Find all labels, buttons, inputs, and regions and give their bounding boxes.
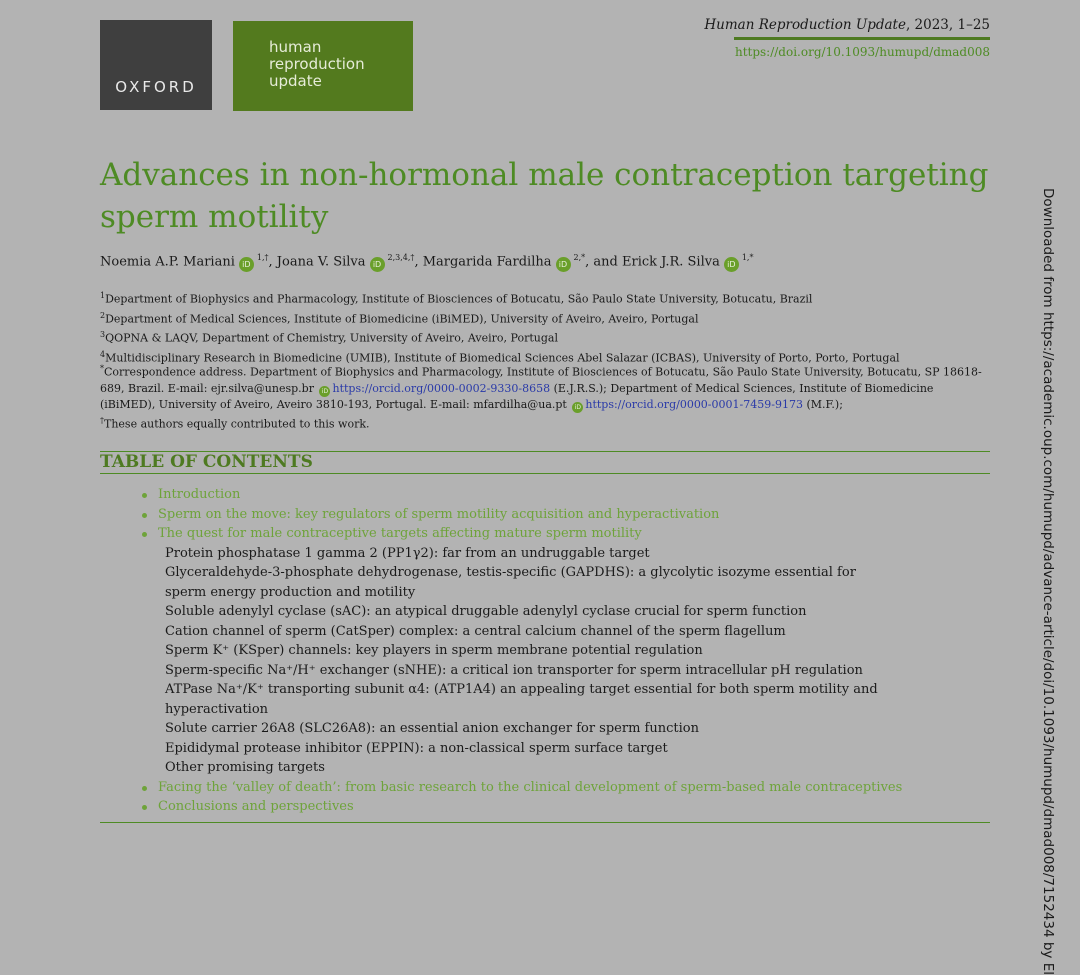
toc-heading: TABLE OF CONTENTS: [100, 452, 313, 472]
toc-subitem[interactable]: Sperm-specific Na⁺/H⁺ exchanger (sNHE): a critical ion transporter for sperm intracellular pH regulation: [165, 662, 863, 678]
affiliation-text: QOPNA & LAQV, Department of Chemistry, University of Aveiro, Aveiro, Portugal: [105, 331, 558, 345]
orcid-icon[interactable]: iD: [556, 257, 571, 272]
toc-subitem[interactable]: Glyceraldehyde-3-phosphate dehydrogenase, testis-specific (GAPDHS): a glycolytic isozyme essential for sperm energy production and motility: [165, 565, 856, 600]
toc-subitem[interactable]: Soluble adenylyl cyclase (sAC): an atypical druggable adenylyl cyclase crucial for sperm function: [165, 604, 807, 619]
toc-sublist: [140, 544, 885, 778]
dagger-marker: †: [100, 415, 104, 425]
toc-subitem[interactable]: Sperm K⁺ (KSper) channels: key players in sperm membrane potential regulation: [165, 643, 703, 658]
toc-subitem[interactable]: Other promising targets: [165, 760, 325, 775]
journal-logo-line: update: [269, 72, 322, 90]
journal-logo-line: reproduction: [269, 55, 365, 73]
toc-subsection-group: [140, 544, 902, 778]
table-of-contents: [140, 485, 902, 817]
oxford-logo-text: OXFORD: [115, 78, 197, 96]
affiliation-text: Department of Medical Sciences, Institute of Biomedicine (iBiMED), University of Aveiro, Aveiro, Portugal: [105, 312, 699, 326]
correspondence-text: (M.F.);: [806, 397, 843, 411]
affiliation-number: 4: [100, 349, 106, 359]
author-affiliation-marker: 1,†: [256, 253, 269, 262]
orcid-link[interactable]: https://orcid.org/0000-0001-7459-9173: [585, 397, 803, 411]
toc-subitem[interactable]: Protein phosphatase 1 gamma 2 (PP1γ2): far from an undruggable target: [165, 545, 650, 561]
author-affiliation-marker: 2,*: [573, 253, 586, 262]
toc-bottom-rule: [100, 822, 990, 823]
author-separator: ,: [268, 254, 277, 270]
orcid-icon[interactable]: iD: [724, 257, 739, 272]
equal-contribution-note: [100, 413, 990, 433]
doi-link[interactable]: https://doi.org/10.1093/humupd/dmad008: [734, 45, 990, 59]
toc-subitem[interactable]: Epididymal protease inhibitor (EPPIN): a non-classical sperm surface target: [165, 740, 668, 756]
toc-item-label[interactable]: The quest for male contraceptive targets affecting mature sperm motility: [158, 526, 642, 541]
toc-subitem[interactable]: Cation channel of sperm (CatSper) complex: a central calcium channel of the sperm flagellum: [165, 623, 786, 639]
author-affiliation-marker: 1,*: [741, 253, 754, 262]
equal-contribution-text: These authors equally contributed to this work.: [104, 417, 370, 431]
correspondence-text: (E.J.R.S.); Department of Medical Sciences, Institute of Biomedicine (iBiMED), University of Aveiro, Aveiro 3810-193, Portugal. E-mail: mfardilha@ua.pt: [100, 381, 934, 411]
author-separator: , and: [585, 254, 622, 270]
affiliation-text: Department of Biophysics and Pharmacology, Institute of Biosciences of Botucatu, São Paulo State University, Botucatu, Brazil: [105, 292, 813, 306]
orcid-icon[interactable]: iD: [572, 402, 583, 413]
affiliation-item: [100, 308, 900, 328]
corresponding-marker: *: [100, 364, 104, 373]
toc-item[interactable]: Introduction: [140, 485, 902, 505]
author-name: Joana V. Silva: [276, 254, 366, 270]
toc-subitem[interactable]: Solute carrier 26A8 (SLC26A8): an essential anion exchanger for sperm function: [165, 721, 699, 736]
journal-citation: [704, 17, 990, 33]
affiliation-list: [100, 288, 900, 367]
affiliation-number: 3: [100, 330, 106, 340]
orcid-link[interactable]: https://orcid.org/0000-0002-9330-8658: [332, 381, 551, 395]
correspondence-block: [100, 361, 990, 432]
orcid-icon[interactable]: iD: [239, 257, 254, 272]
author-name: Noemia A.P. Mariani: [100, 254, 235, 270]
affiliation-number: 1: [100, 291, 106, 300]
toc-item[interactable]: [140, 524, 902, 544]
orcid-icon[interactable]: iD: [319, 386, 330, 397]
journal-logo-line: human: [269, 38, 322, 56]
affiliation-item: [100, 288, 900, 308]
correspondence-text: Correspondence address. Department of Biophysics and Pharmacology, Institute of Biosciences of Botucatu, São Paulo State University, Botucatu, SP 18618-689, Brazil. E-mail: ejr.silva@unesp.br: [100, 365, 982, 395]
affiliation-text: Multidisciplinary Research in Biomedicine (UMIB), Institute of Biomedical Sciences Abel Salazar (ICBAS), University of Porto, Porto, Portugal: [105, 351, 900, 365]
download-watermark: Downloaded from https://academic.oup.com/humupd/advance-article/doi/10.1093/humupd/dmad008/7152434 by El: [1040, 188, 1056, 975]
journal-name: Human Reproduction Update: [704, 17, 906, 33]
journal-meta: , 2023, 1–25: [905, 17, 990, 33]
journal-logo: [233, 21, 413, 111]
toc-heading-rule: [100, 473, 990, 474]
toc-item[interactable]: Conclusions and perspectives: [140, 797, 902, 817]
toc-item[interactable]: Sperm on the move: key regulators of sperm motility acquisition and hyperactivation: [140, 505, 902, 525]
journal-rule: [734, 37, 990, 40]
orcid-icon[interactable]: iD: [370, 257, 385, 272]
oxford-logo: [100, 20, 212, 110]
author-affiliation-marker: 2,3,4,†: [387, 253, 415, 262]
author-name: Erick J.R. Silva: [621, 254, 720, 270]
affiliation-item: [100, 327, 900, 347]
toc-item[interactable]: Facing the ‘valley of death’: from basic research to the clinical development of sperm-based male contraceptives: [140, 778, 902, 798]
article-title: Advances in non-hormonal male contraception targeting sperm motility: [100, 157, 989, 235]
author-name: Margarida Fardilha: [422, 254, 552, 270]
author-list: [100, 253, 753, 272]
author-separator: ,: [414, 254, 423, 270]
toc-subitem[interactable]: ATPase Na⁺/K⁺ transporting subunit α4: (ATP1A4) an appealing target essential for both sperm motility and hyperactivation: [165, 682, 878, 717]
affiliation-number: 2: [100, 310, 106, 320]
